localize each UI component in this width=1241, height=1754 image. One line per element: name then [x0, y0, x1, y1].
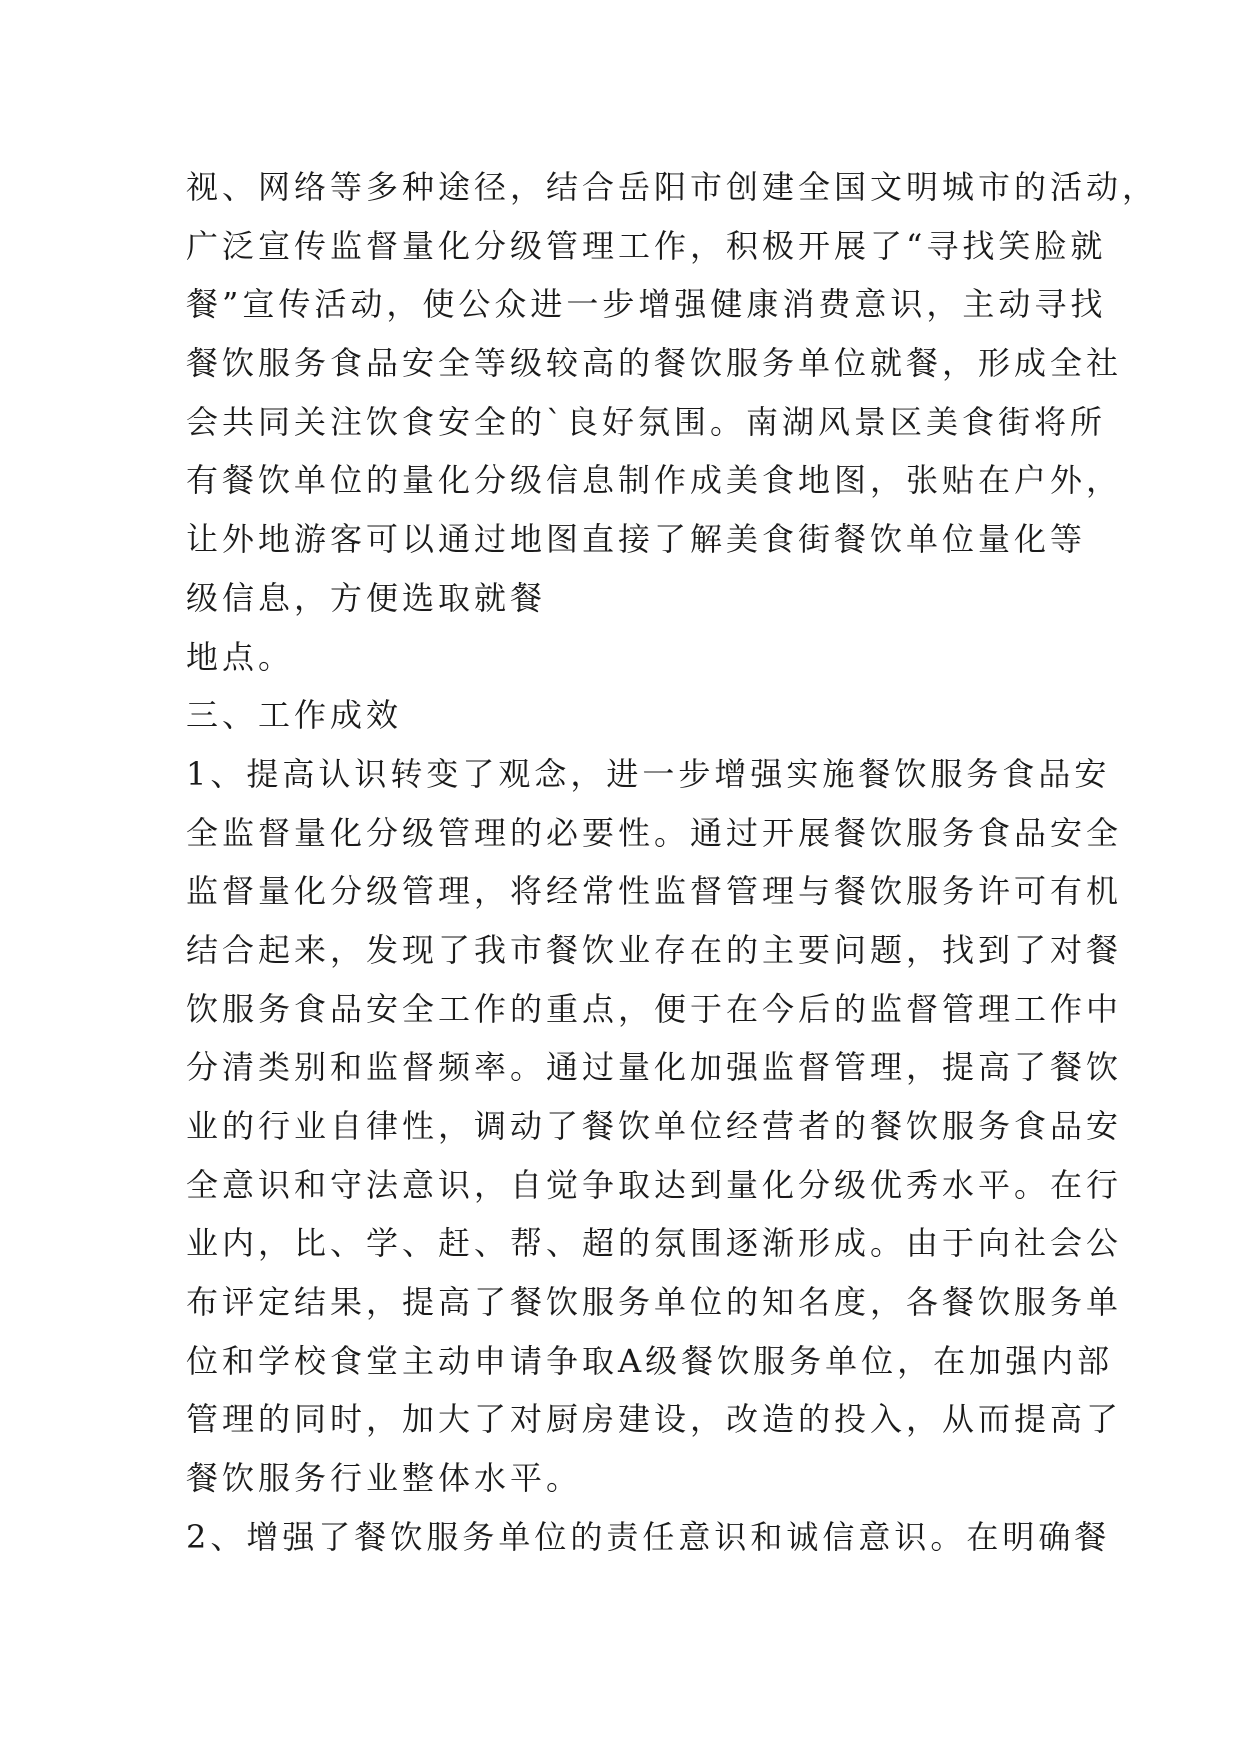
- body-text: [186, 158, 1159, 1567]
- text-line: 级信息，方便选取就餐: [186, 578, 547, 617]
- text-line: 饮服务食品安全工作的重点，便于在今后的监督管理工作中: [186, 989, 1123, 1028]
- text-line: 视、网络等多种途径，结合岳阳市创建全国文明城市的活动，: [186, 168, 1159, 206]
- text-line: 广泛宣传监督量化分级管理工作，积极开展了“寻找笑脸就: [186, 226, 1107, 265]
- text-line: 2、增强了餐饮服务单位的责任意识和诚信意识。在明确餐: [186, 1517, 1111, 1556]
- text-line: 让外地游客可以通过地图直接了解美食街餐饮单位量化等: [186, 520, 1087, 559]
- text-line: 餐饮服务食品安全等级较高的餐饮服务单位就餐，形成全社: [186, 344, 1123, 383]
- text-line: 餐饮服务行业整体水平。: [186, 1459, 583, 1498]
- text-line: 监督量化分级管理，将经常性监督管理与餐饮服务许可有机: [186, 872, 1123, 911]
- text-line: 地点。: [186, 637, 295, 676]
- text-line: 位和学校食堂主动申请争取A级餐饮服务单位，在加强内部: [186, 1341, 1114, 1380]
- text-line: 布评定结果，提高了餐饮服务单位的知名度，各餐饮服务单: [186, 1283, 1123, 1322]
- text-line: 有餐饮单位的量化分级信息制作成美食地图，张贴在户外，: [186, 461, 1123, 500]
- text-line: 1、提高认识转变了观念，进一步增强实施餐饮服务食品安: [186, 754, 1111, 793]
- text-line: 餐”宣传活动，使公众进一步增强健康消费意识，主动寻找: [186, 285, 1107, 324]
- section-heading: 三、工作成效: [186, 696, 403, 735]
- text-line: 管理的同时，加大了对厨房建设，改造的投入，从而提高了: [186, 1400, 1123, 1439]
- text-line: 结合起来，发现了我市餐饮业存在的主要问题，找到了对餐: [186, 930, 1123, 969]
- text-line: 全意识和守法意识，自觉争取达到量化分级优秀水平。在行: [186, 1165, 1123, 1204]
- text-line: 业的行业自律性，调动了餐饮单位经营者的餐饮服务食品安: [186, 1107, 1123, 1145]
- text-line: 分清类别和监督频率。通过量化加强监督管理，提高了餐饮: [186, 1048, 1123, 1087]
- text-line: 业内，比、学、赶、帮、超的氛围逐渐形成。由于向社会公: [186, 1224, 1123, 1263]
- text-line: 会共同关注饮食安全的`良好氛围。南湖风景区美食街将所: [186, 402, 1107, 441]
- text-line: 全监督量化分级管理的必要性。通过开展餐饮服务食品安全: [186, 813, 1123, 852]
